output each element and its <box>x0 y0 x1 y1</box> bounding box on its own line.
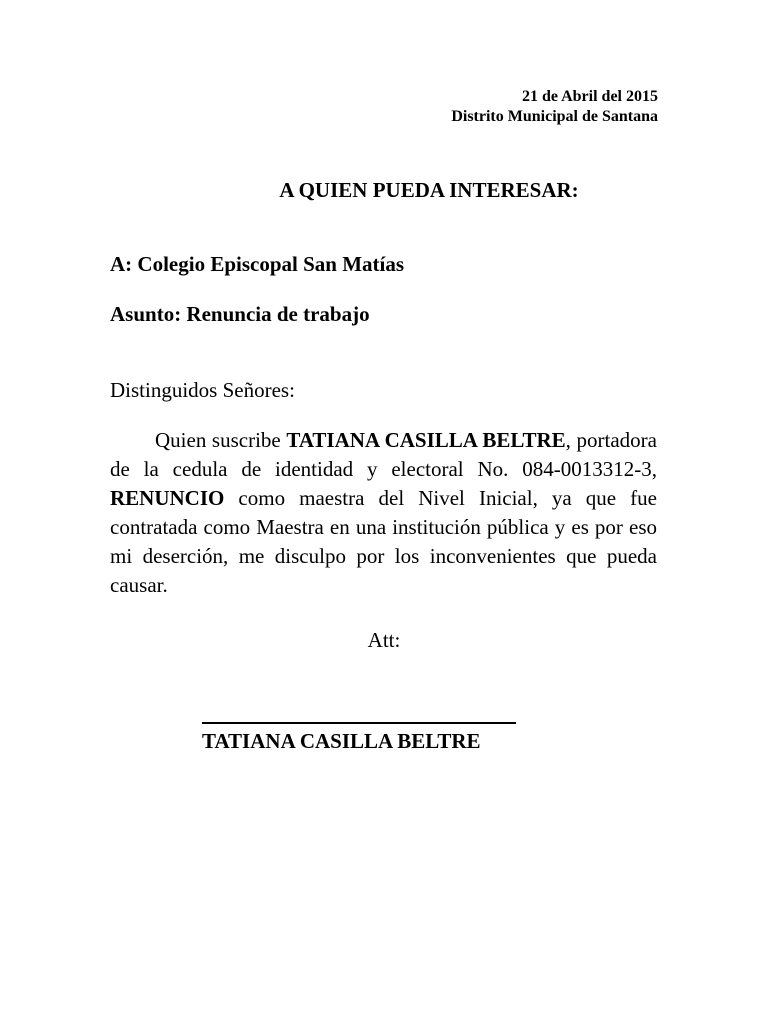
letter-date: 21 de Abril del 2015 <box>521 88 658 105</box>
body-keyword: RENUNCIO <box>110 486 225 510</box>
letter-closing: Att: <box>367 628 401 652</box>
signature-name: TATIANA CASILLA BELTRE <box>202 729 481 753</box>
signature-line <box>202 722 516 724</box>
body-text-reason: como maestra del Nivel Inicial, ya que fue contratada como Maestra en una institución pública y es por eso mi deserción, me disculpo por los inconvenientes que pueda causar. <box>110 486 657 597</box>
body-signer-name: TATIANA CASILLA BELTRE <box>286 428 566 452</box>
letter-title: A QUIEN PUEDA INTERESAR: <box>279 178 579 202</box>
body-text-intro: Quien suscribe <box>155 428 287 452</box>
letter-subject: Asunto: Renuncia de trabajo <box>110 302 370 326</box>
body-text-id: , portadora de la cedula de identidad y electoral No. 084-0013312-3, <box>110 428 657 481</box>
letter-body <box>110 426 657 600</box>
letter-header <box>451 87 658 127</box>
letter-greeting: Distinguidos Señores: <box>110 378 295 402</box>
letter-location: Distrito Municipal de Santana <box>451 108 658 125</box>
letter-recipient: A: Colegio Episcopal San Matías <box>110 252 405 276</box>
